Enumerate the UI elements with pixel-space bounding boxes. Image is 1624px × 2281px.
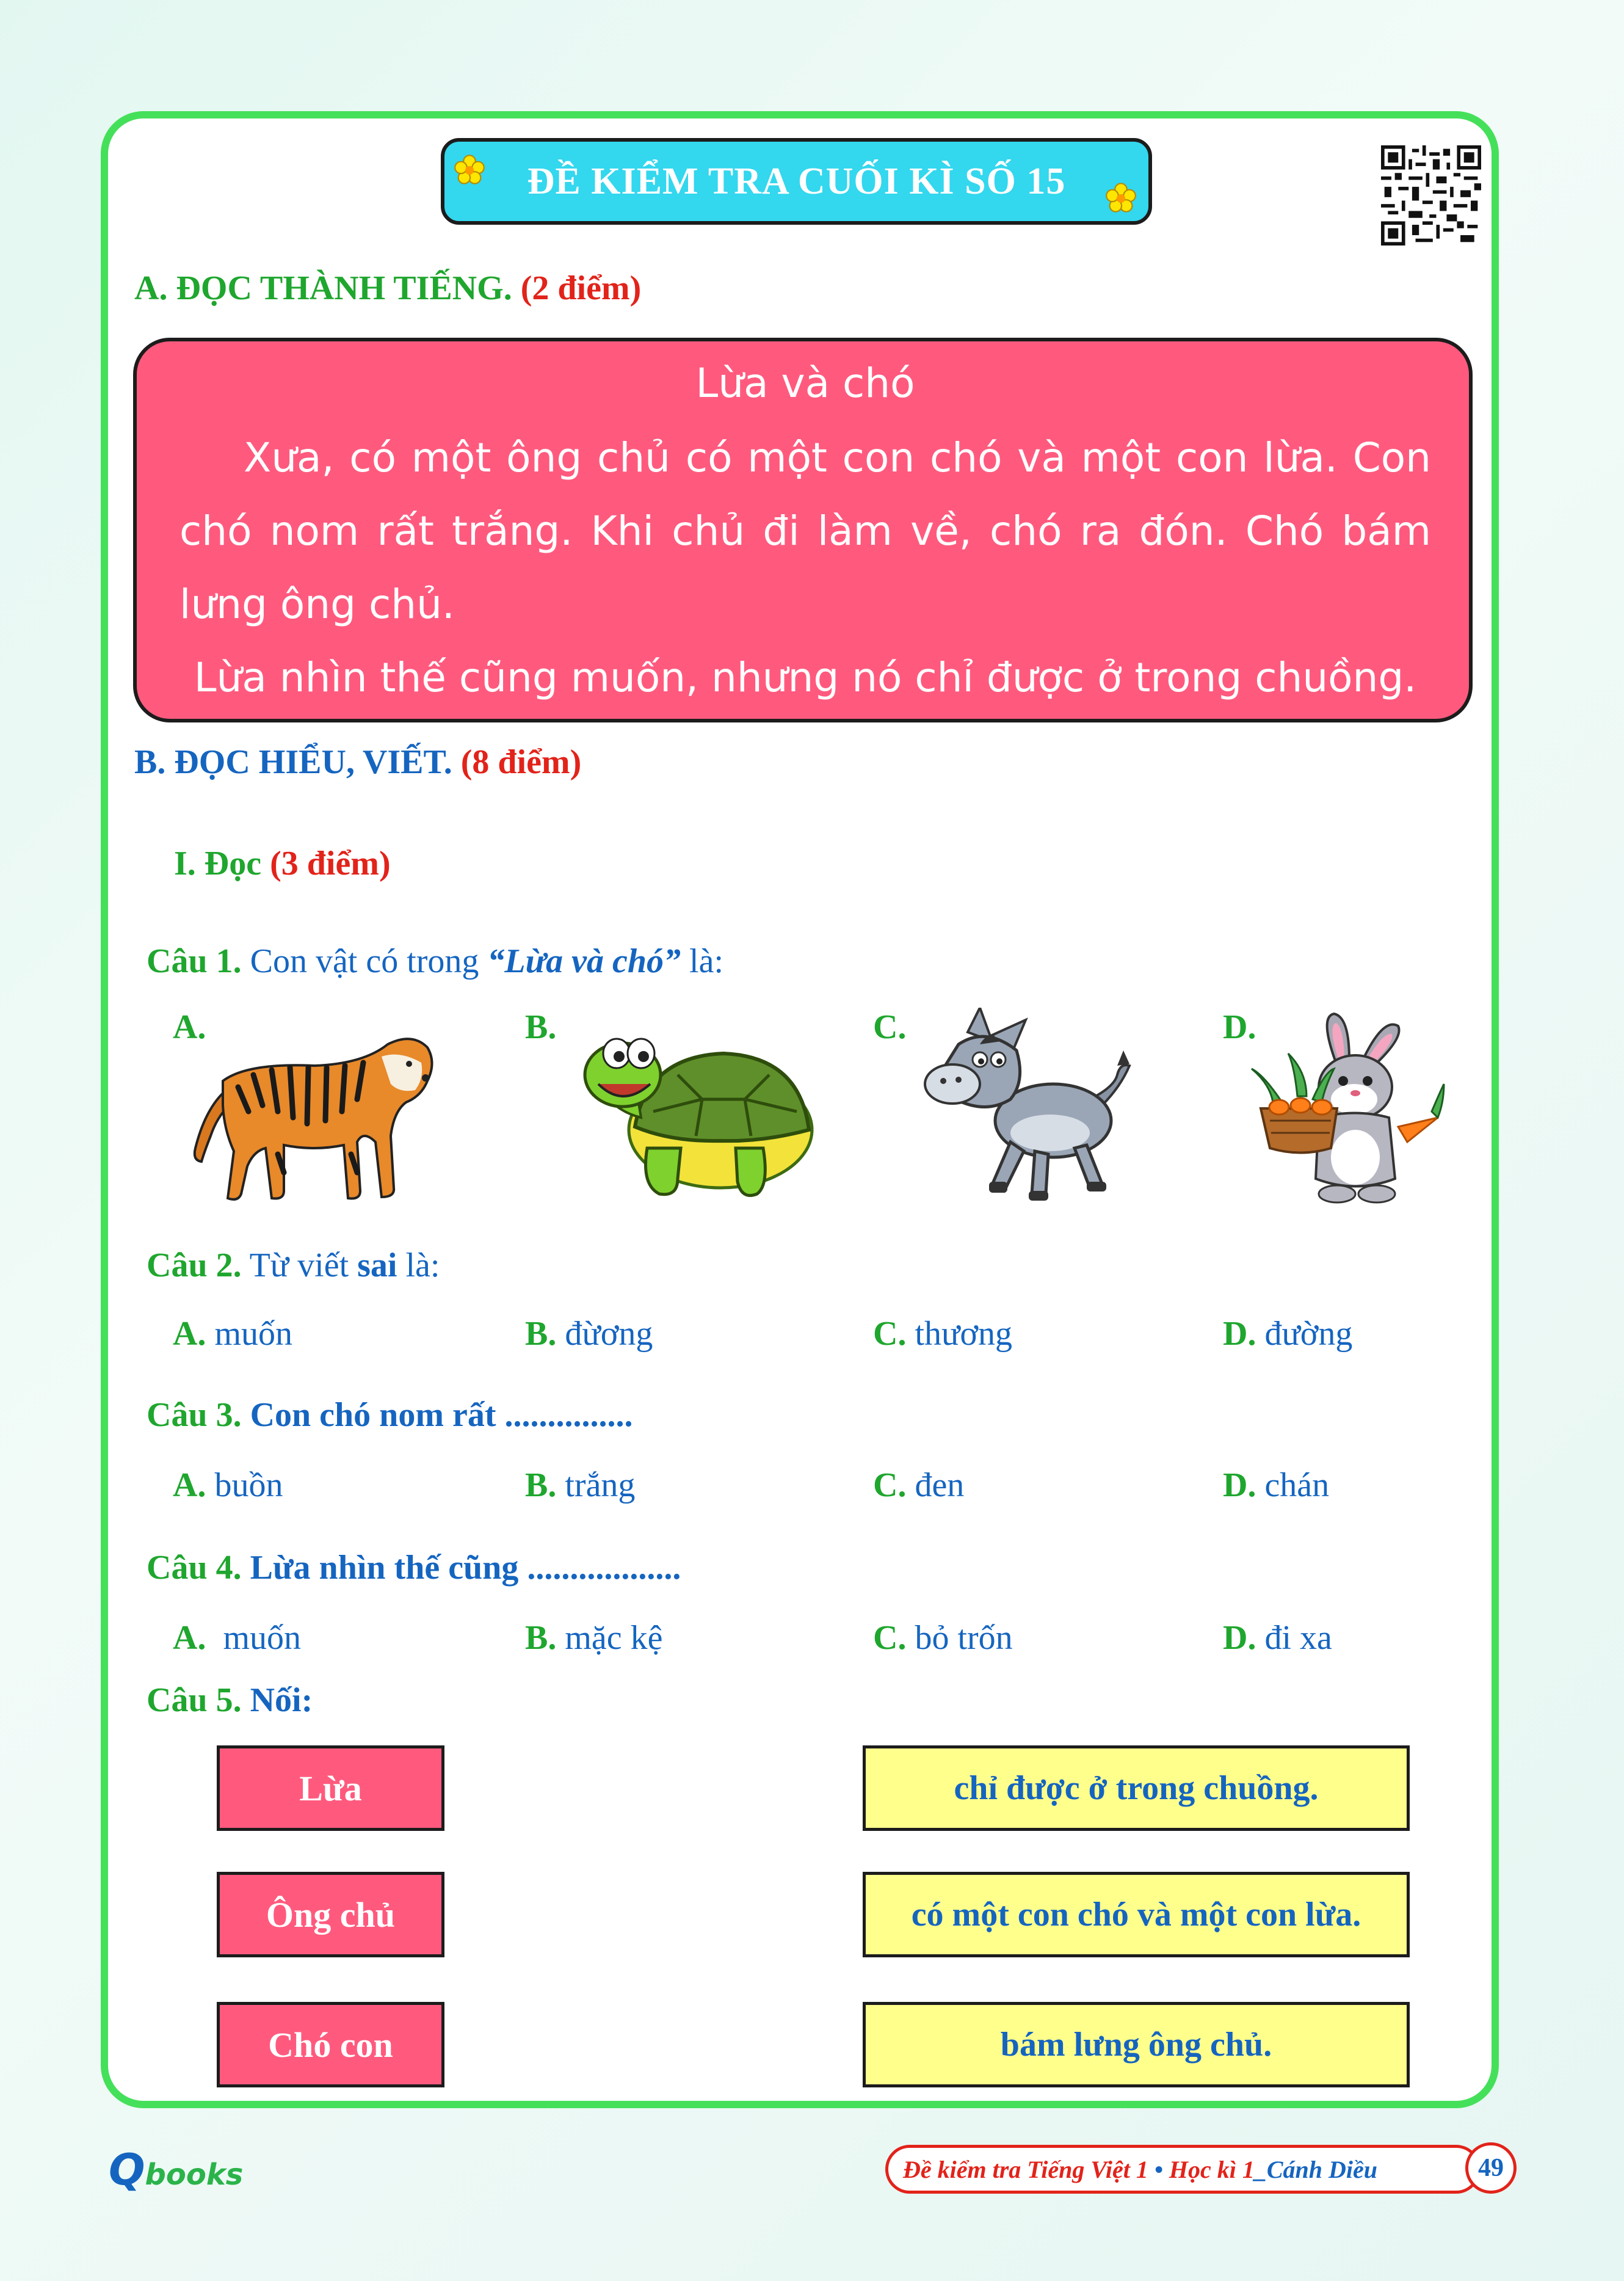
- match-right-item-1[interactable]: chỉ được ở trong chuồng.: [863, 1745, 1410, 1831]
- option-text: đường: [1264, 1315, 1353, 1353]
- question-1-tail: là:: [689, 942, 724, 980]
- option-text: muốn: [214, 1619, 302, 1657]
- footer-book-title: [885, 2145, 1481, 2194]
- option-text: trắng: [565, 1466, 636, 1504]
- section-a-points: (2 điểm): [520, 269, 642, 307]
- q1-option-d-label[interactable]: D.: [1223, 1008, 1256, 1046]
- option-key: D.: [1223, 1315, 1256, 1353]
- question-4-label: Câu 4.: [147, 1549, 242, 1587]
- question-4: [147, 1548, 681, 1587]
- section-b-points: (8 điểm): [460, 743, 582, 781]
- q3-option-a[interactable]: [173, 1466, 283, 1505]
- option-text: mặc kệ: [565, 1619, 663, 1657]
- rabbit-icon[interactable]: [1245, 1011, 1447, 1212]
- q3-option-d[interactable]: [1223, 1466, 1329, 1505]
- footer-title-part-3: _Cánh Diều: [1254, 2155, 1377, 2183]
- question-3-label: Câu 3.: [147, 1396, 242, 1434]
- option-key: B.: [525, 1315, 557, 1353]
- q4-option-b[interactable]: [525, 1618, 662, 1657]
- q2-option-c[interactable]: [873, 1314, 1012, 1353]
- flower-icon: [453, 154, 486, 187]
- question-5-text: Nối:: [250, 1681, 313, 1719]
- option-key: C.: [873, 1466, 907, 1504]
- option-text: chán: [1264, 1466, 1330, 1504]
- question-2-tail: là:: [405, 1246, 440, 1284]
- story-line-2: chó nom rất trắng. Khi chủ đi làm về, chó ra đón. Chó bám: [179, 507, 1431, 555]
- story-line-1: Xưa, có một ông chủ có một con chó và một con lừa. Con: [244, 434, 1431, 481]
- match-left-item-1[interactable]: Lừa: [217, 1745, 444, 1831]
- story-title: Lừa và chó: [695, 360, 915, 407]
- question-1-quote: “Lừa và chó”: [487, 942, 681, 980]
- page-number: 49: [1465, 2142, 1517, 2194]
- q4-option-a[interactable]: [173, 1618, 301, 1657]
- story-line-3: lưng ông chủ.: [179, 581, 455, 628]
- tiger-icon[interactable]: [180, 1020, 443, 1209]
- question-4-text: Lừa nhìn thế cũng ..................: [250, 1549, 681, 1587]
- question-1: [147, 942, 723, 981]
- section-b-heading: [134, 743, 581, 782]
- flower-icon: [1104, 182, 1137, 215]
- section-a-title: A. ĐỌC THÀNH TIẾNG.: [134, 269, 512, 307]
- q4-option-c[interactable]: [873, 1618, 1013, 1657]
- q1-option-c-label[interactable]: C.: [873, 1008, 907, 1046]
- donkey-icon[interactable]: [919, 1008, 1133, 1209]
- option-key: A.: [173, 1466, 206, 1504]
- option-key: B.: [525, 1619, 557, 1657]
- q2-option-b[interactable]: [525, 1314, 653, 1353]
- option-text: muốn: [214, 1315, 293, 1353]
- section-a-heading: [134, 269, 641, 308]
- option-key: C.: [873, 1315, 907, 1353]
- option-key: A.: [173, 1619, 206, 1657]
- exam-title: ĐỀ KIỂM TRA CUỐI KÌ SỐ 15: [527, 160, 1066, 202]
- option-key: A.: [173, 1315, 206, 1353]
- part-1-points: (3 điểm): [270, 845, 391, 882]
- question-1-text: Con vật có trong: [250, 942, 479, 980]
- question-2-text: Từ viết: [249, 1246, 349, 1284]
- match-left-item-2[interactable]: Ông chủ: [217, 1872, 444, 1957]
- exam-title-box: [441, 138, 1152, 225]
- part-1-title: I. Đọc: [174, 845, 262, 882]
- option-text: đen: [915, 1466, 965, 1504]
- question-5: [147, 1681, 313, 1720]
- option-key: D.: [1223, 1619, 1256, 1657]
- part-1-heading: [174, 844, 391, 883]
- q2-option-a[interactable]: [173, 1314, 292, 1353]
- q1-option-a-label[interactable]: A.: [173, 1008, 206, 1046]
- q4-option-d[interactable]: [1223, 1618, 1332, 1657]
- option-key: D.: [1223, 1466, 1256, 1504]
- option-text: đừơng: [565, 1315, 653, 1353]
- option-text: buồn: [214, 1466, 283, 1504]
- option-key: C.: [873, 1619, 907, 1657]
- question-2-label: Câu 2.: [147, 1246, 242, 1284]
- question-5-label: Câu 5.: [147, 1681, 242, 1719]
- footer-title-part-2: Học kì 1: [1169, 2155, 1255, 2183]
- match-left-item-3[interactable]: Chó con: [217, 2002, 444, 2087]
- match-right-item-2[interactable]: có một con chó và một con lừa.: [863, 1872, 1410, 1957]
- option-key: B.: [525, 1466, 557, 1504]
- question-3: [147, 1395, 633, 1435]
- turtle-icon[interactable]: [580, 1026, 818, 1203]
- option-text: đi xa: [1264, 1619, 1332, 1657]
- qbooks-logo: Qbooks: [109, 2145, 244, 2195]
- match-right-item-3[interactable]: bám lưng ông chủ.: [863, 2002, 1410, 2087]
- qr-code-icon: [1381, 145, 1481, 246]
- question-2-emph: sai: [357, 1246, 397, 1284]
- option-text: thương: [915, 1315, 1012, 1353]
- q1-option-b-label[interactable]: B.: [525, 1008, 557, 1046]
- story-box: [133, 338, 1473, 722]
- story-line-4: Lừa nhìn thế cũng muốn, nhưng nó chỉ được ở trong chuồng.: [194, 654, 1417, 701]
- footer-title-part-1: Đề kiểm tra Tiếng Việt 1: [903, 2155, 1148, 2183]
- question-1-label: Câu 1.: [147, 942, 242, 980]
- section-b-title: B. ĐỌC HIỂU, VIẾT.: [134, 743, 452, 781]
- footer-bullet: •: [1154, 2155, 1163, 2183]
- logo-text: books: [145, 2158, 244, 2192]
- question-2: [147, 1246, 440, 1285]
- question-3-text: Con chó nom rất ...............: [250, 1396, 633, 1434]
- q2-option-d[interactable]: [1223, 1314, 1352, 1353]
- option-text: bỏ trốn: [915, 1619, 1013, 1657]
- q3-option-c[interactable]: [873, 1466, 964, 1505]
- q3-option-b[interactable]: [525, 1466, 635, 1505]
